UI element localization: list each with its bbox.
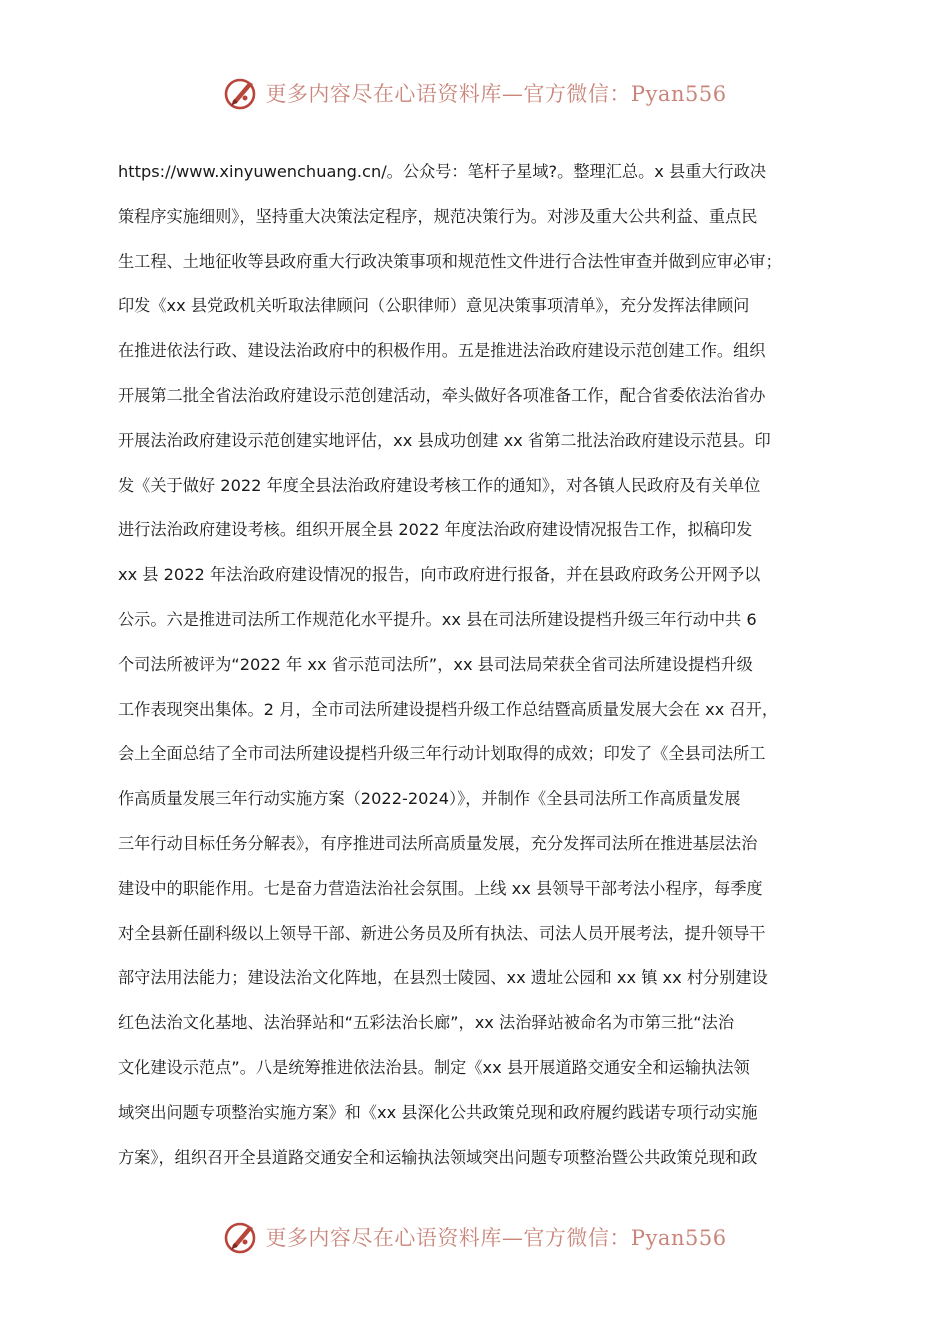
body-text-line: 建设中的职能作用。七是奋力营造法治社会氛围。上线 xx 县领导干部考法小程序，每季度 xyxy=(118,878,763,898)
footer-banner-text: 更多内容尽在心语资料库—官方微信：Pyan556 xyxy=(265,1226,727,1250)
body-text-line: 个司法所被评为“2022 年 xx 省示范司法所”，xx 县司法局荣获全省司法所建设提档升级 xyxy=(118,654,753,674)
body-text-line: 三年行动目标任务分解表》，有序推进司法所高质量发展，充分发挥司法所在推进基层法治 xyxy=(118,833,758,853)
body-text-line: 工作表现突出集体。2 月，全市司法所建设提档升级工作总结暨高质量发展大会在 xx 召开， xyxy=(118,699,779,719)
quill-seal-logo-icon xyxy=(223,1219,259,1255)
body-text-line: xx 县 2022 年法治政府建设情况的报告，向市政府进行报备，并在县政府政务公开网予以 xyxy=(118,565,761,585)
body-text-line: 对全县新任副科级以上领导干部、新进公务员及所有执法、司法人员开展考法，提升领导干 xyxy=(118,923,766,943)
body-text-line: 进行法治政府建设考核。组织开展全县 2022 年度法治政府建设情况报告工作，拟稿印发 xyxy=(118,520,753,540)
footer-banner xyxy=(0,1213,950,1261)
quill-seal-logo-icon xyxy=(223,75,259,111)
body-text-line: https://www.xinyuwenchuang.cn/。公众号：笔杆子星域?。整理汇总。x 县重大行政决 xyxy=(118,162,767,181)
body-text-line: 策程序实施细则》，坚持重大决策法定程序，规范决策行为。对涉及重大公共利益、重点民 xyxy=(118,206,758,226)
body-text-line: 会上全面总结了全市司法所建设提档升级三年行动计划取得的成效；印发了《全县司法所工 xyxy=(118,744,766,764)
body-text-line: 开展法治政府建设示范创建实地评估，xx 县成功创建 xx 省第二批法治政府建设示范县。印 xyxy=(118,430,771,450)
header-banner-text: 更多内容尽在心语资料库—官方微信：Pyan556 xyxy=(265,82,727,106)
header-banner xyxy=(0,69,950,117)
body-text-line: 生工程、土地征收等县政府重大行政决策事项和规范性文件进行合法性审查并做到应审必审； xyxy=(118,251,782,271)
body-text-line: 公示。六是推进司法所工作规范化水平提升。xx 县在司法所建设提档升级三年行动中共 6 xyxy=(118,609,757,629)
body-text-line: 作高质量发展三年行动实施方案（2022-2024）》，并制作《全县司法所工作高质量发展 xyxy=(118,789,741,809)
body-text-line: 红色法治文化基地、法治驿站和“五彩法治长廊”，xx 法治驿站被命名为市第三批“法治 xyxy=(118,1013,735,1033)
body-text-line: 部守法用法能力；建设法治文化阵地，在县烈士陵园、xx 遗址公园和 xx 镇 xx 村分别建设 xyxy=(118,968,768,988)
document-body xyxy=(118,150,830,1180)
body-text-line: 开展第二批全省法治政府建设示范创建活动，牵头做好各项准备工作，配合省委依法治省办 xyxy=(118,385,766,405)
body-text-line: 印发《xx 县党政机关听取法律顾问（公职律师）意见决策事项清单》，充分发挥法律顾问 xyxy=(118,296,750,316)
body-text-line: 域突出问题专项整治实施方案》和《xx 县深化公共政策兑现和政府履约践诺专项行动实施 xyxy=(118,1102,758,1122)
body-text-line: 发《关于做好 2022 年度全县法治政府建设考核工作的通知》，对各镇人民政府及有关单位 xyxy=(118,475,761,495)
body-text-line: 文化建设示范点”。八是统筹推进依法治县。制定《xx 县开展道路交通安全和运输执法领 xyxy=(118,1057,750,1077)
body-text-line: 方案》，组织召开全县道路交通安全和运输执法领域突出问题专项整治暨公共政策兑现和政 xyxy=(118,1147,758,1167)
body-text-line: 在推进依法行政、建设法治政府中的积极作用。五是推进法治政府建设示范创建工作。组织 xyxy=(118,341,766,361)
